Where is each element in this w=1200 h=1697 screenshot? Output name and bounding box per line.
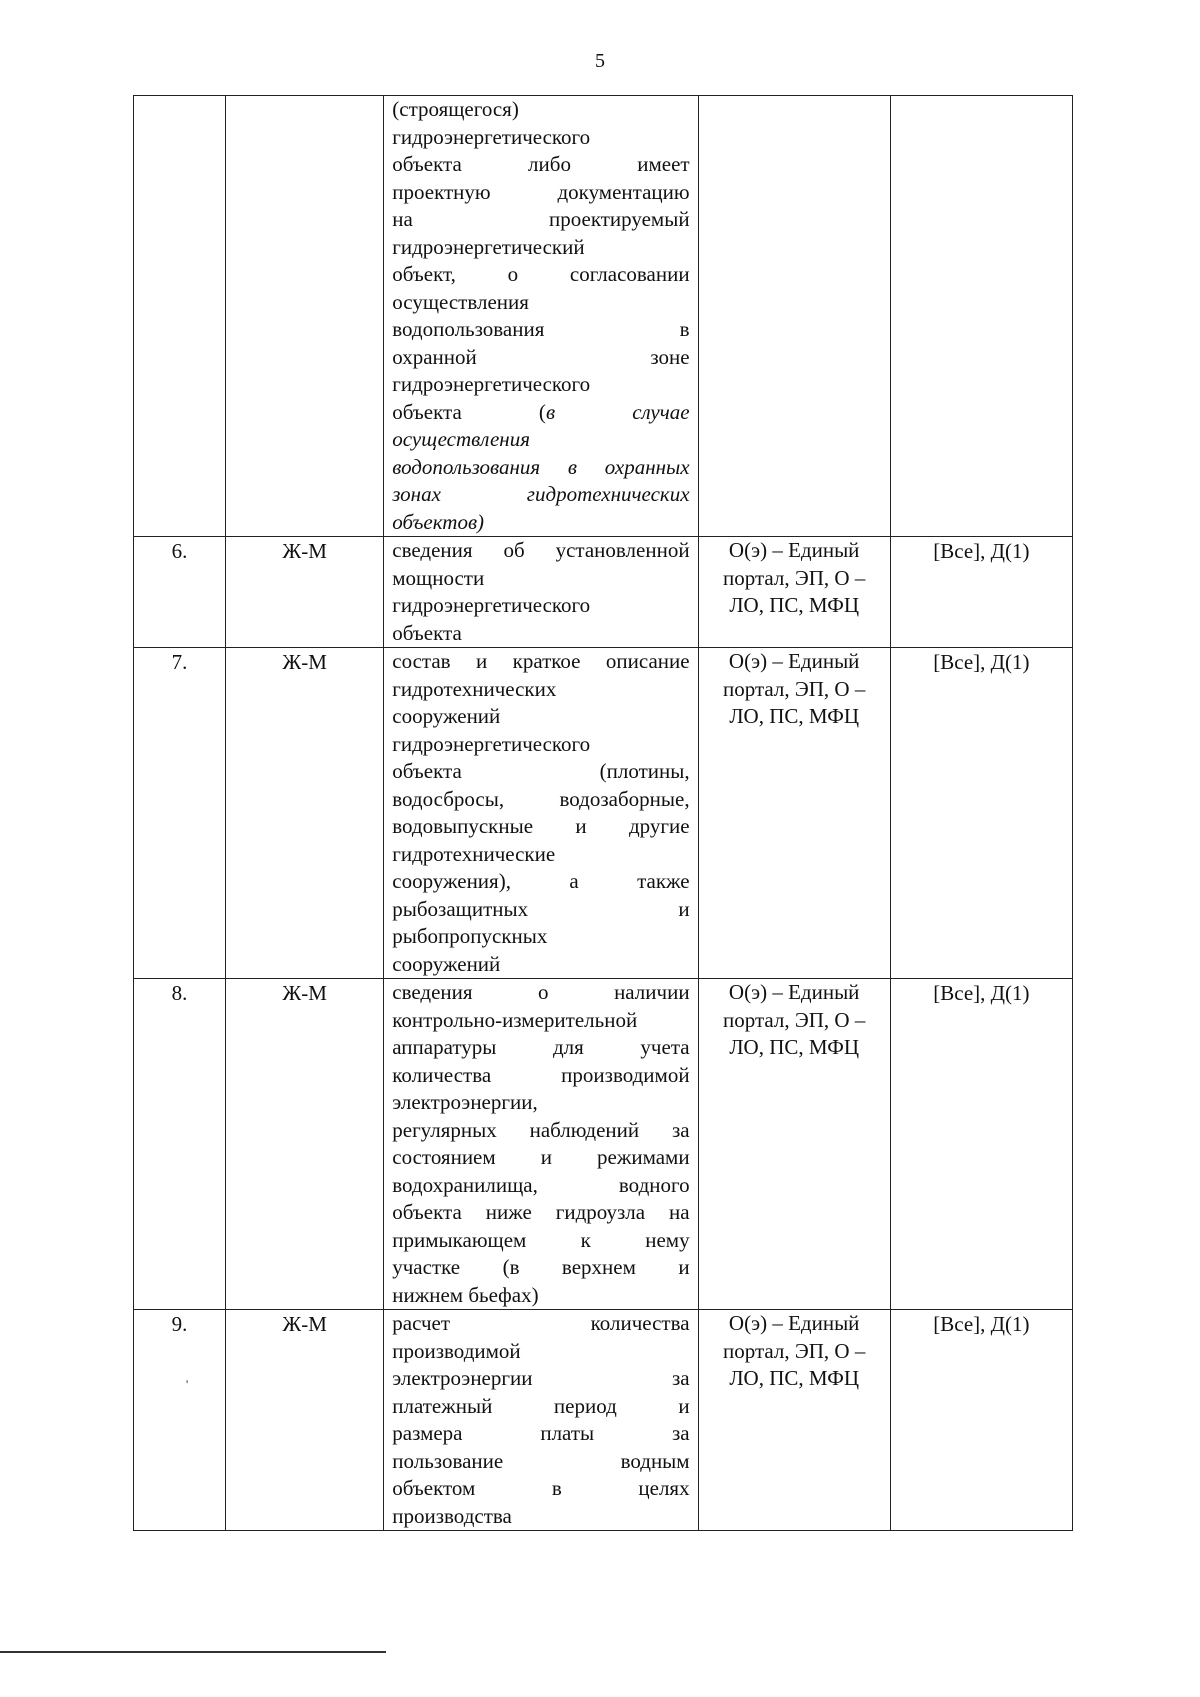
table-row xyxy=(134,648,1073,979)
description-line: водосбросы, водозаборные, xyxy=(392,786,690,811)
channel-line: портал, ЭП, О – xyxy=(723,565,866,590)
description-line: пользование водным xyxy=(392,1448,690,1473)
cell-number xyxy=(134,537,226,648)
applicant-text: [Все], Д(1) xyxy=(933,539,1030,563)
description-line: объекта (плотины, xyxy=(392,759,690,783)
description-line: производимой xyxy=(392,1338,521,1363)
row-number: 6. xyxy=(171,539,188,563)
description-line: количества производимой xyxy=(392,1062,690,1087)
description-line: (строящегося) xyxy=(392,97,519,121)
cell-number xyxy=(134,648,226,979)
cell-number xyxy=(134,1310,226,1531)
description-line: объекта либо имеет xyxy=(392,152,690,176)
description-line: на проектируемый xyxy=(392,207,690,231)
description-line: примыкающем к нему xyxy=(392,1227,690,1252)
row-number xyxy=(134,96,225,97)
row-code: Ж-М xyxy=(282,650,327,674)
description-line: состав и краткое описание xyxy=(392,649,690,673)
cell-number xyxy=(134,96,226,537)
row-code: Ж-М xyxy=(282,981,327,1005)
description-line: размера платы за xyxy=(392,1421,690,1445)
row-code: Ж-М xyxy=(282,1312,327,1336)
footnote-rule xyxy=(0,1651,386,1653)
cell-code xyxy=(226,1310,384,1531)
cell-code xyxy=(226,648,384,979)
channel-line: О(э) – Единый xyxy=(728,538,860,562)
cell-description xyxy=(384,979,698,1310)
cell-description xyxy=(384,1310,698,1531)
description-line: сведения об установленной xyxy=(392,538,690,562)
description-line: гидроэнергетического xyxy=(392,124,591,149)
cell-applicant xyxy=(890,648,1072,979)
channel-line: О(э) – Единый xyxy=(728,980,860,1004)
channel-line: ЛО, ПС, МФЦ xyxy=(729,593,860,617)
table-row xyxy=(134,96,1073,537)
description-line: сведения о наличии xyxy=(392,980,690,1004)
description-line: гидроэнергетического xyxy=(392,372,591,396)
cell-description xyxy=(384,96,698,537)
cell-channels xyxy=(698,979,890,1310)
description-line xyxy=(392,399,689,427)
channel-line: О(э) – Единый xyxy=(728,1311,860,1335)
description-line: нижнем бьефах) xyxy=(392,1282,539,1307)
description-line: аппаратуры для учета xyxy=(392,1035,690,1059)
row-code: Ж-М xyxy=(282,539,327,563)
applicant-text: [Все], Д(1) xyxy=(933,1312,1030,1336)
description-line: электроэнергии за xyxy=(392,1366,690,1390)
cell-number xyxy=(134,979,226,1310)
description-line: водовыпускные и другие xyxy=(392,814,690,838)
channel-line: ЛО, ПС, МФЦ xyxy=(729,1035,860,1059)
description-line: производства xyxy=(392,1503,512,1528)
description-line: платежный период и xyxy=(392,1393,690,1418)
cell-description xyxy=(384,537,698,648)
description-line: охранной зоне xyxy=(392,344,690,369)
applicant-text: [Все], Д(1) xyxy=(933,981,1030,1005)
row-number: 7. xyxy=(171,650,188,674)
description-line-italic: в случае xyxy=(545,399,690,424)
cell-applicant xyxy=(890,1310,1072,1531)
cell-channels xyxy=(698,537,890,648)
cell-applicant xyxy=(890,96,1072,537)
applicant-text: [Все], Д(1) xyxy=(933,650,1030,674)
table-row xyxy=(134,979,1073,1310)
description-line: гидроэнергетического xyxy=(392,731,591,756)
table-row xyxy=(134,537,1073,648)
channel-line: портал, ЭП, О – xyxy=(723,1007,866,1032)
description-line: электроэнергии, xyxy=(392,1090,538,1114)
description-line: сооружения), а также xyxy=(392,869,690,893)
cell-code xyxy=(226,979,384,1310)
description-line: регулярных наблюдений за xyxy=(392,1117,690,1142)
row-number: 8. xyxy=(171,981,188,1005)
description-line: гидроэнергетический xyxy=(392,234,585,259)
description-line: водопользования в xyxy=(392,317,690,341)
description-line: зонах гидротехнических xyxy=(392,482,690,506)
description-line: объектов) xyxy=(392,509,485,534)
description-line: водохранилища, водного xyxy=(392,1172,690,1197)
description-line: гидротехнические xyxy=(392,841,556,866)
description-line: сооружений xyxy=(392,704,501,728)
applicant-text xyxy=(891,96,1072,97)
description-line: осуществления xyxy=(392,427,530,451)
description-line: объектом в целях xyxy=(392,1476,690,1500)
description-line: водопользования в охранных xyxy=(392,454,690,479)
services-table xyxy=(133,95,1073,1531)
description-line: рыбопропускных xyxy=(392,924,548,948)
description-line: мощности xyxy=(392,565,485,590)
channel-line: ЛО, ПС, МФЦ xyxy=(729,1366,860,1390)
description-line: гидротехнических xyxy=(392,676,557,701)
description-line: состоянием и режимами xyxy=(392,1145,690,1169)
cell-description xyxy=(384,648,698,979)
description-line: осуществления xyxy=(392,289,529,314)
description-line: проектную документацию xyxy=(392,179,690,204)
cell-channels xyxy=(698,648,890,979)
cell-code xyxy=(226,96,384,537)
cell-applicant xyxy=(890,537,1072,648)
description-line: гидроэнергетического xyxy=(392,593,591,617)
channel-line: портал, ЭП, О – xyxy=(723,1338,866,1363)
table-body xyxy=(134,96,1073,1531)
description-line-plain: объекта ( xyxy=(392,399,546,424)
row-code xyxy=(226,96,383,97)
description-line: объекта ниже гидроузла на xyxy=(392,1200,690,1224)
channel-line: О(э) – Единый xyxy=(728,649,860,673)
stray-mark: ' xyxy=(186,1377,189,1391)
table-row xyxy=(134,1310,1073,1531)
description-line: расчет количества xyxy=(392,1311,690,1335)
channel-line: ЛО, ПС, МФЦ xyxy=(729,704,860,728)
description-line: рыбозащитных и xyxy=(392,896,690,921)
description-line: сооружений xyxy=(392,951,501,976)
description-line: объекта xyxy=(392,620,462,645)
page-number: 5 xyxy=(595,50,605,72)
description-line: контрольно-измерительной xyxy=(392,1007,638,1032)
description-line: объект, о согласовании xyxy=(392,262,690,286)
cell-channels xyxy=(698,96,890,537)
row-number: 9. xyxy=(171,1312,188,1336)
channel-line: портал, ЭП, О – xyxy=(723,676,866,701)
cell-code xyxy=(226,537,384,648)
description-line: участке (в верхнем и xyxy=(392,1255,690,1279)
cell-channels xyxy=(698,1310,890,1531)
cell-applicant xyxy=(890,979,1072,1310)
